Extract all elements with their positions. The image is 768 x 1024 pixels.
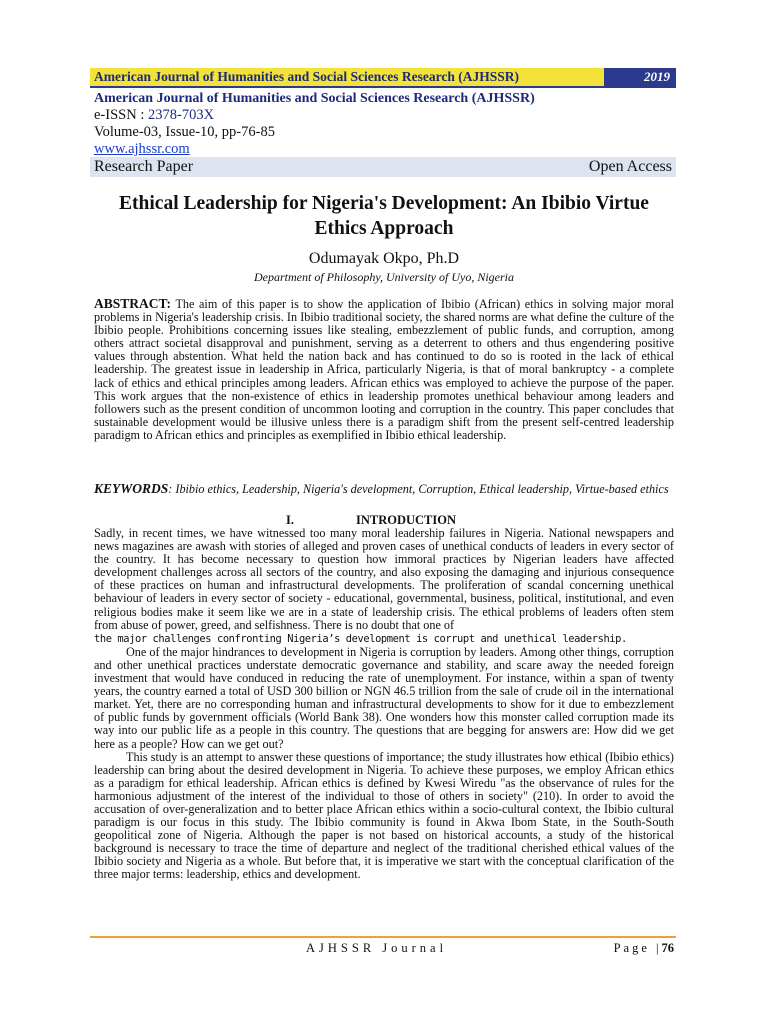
abstract	[94, 297, 674, 442]
keywords-label: KEYWORDS	[94, 481, 169, 496]
paragraph-1-tail: the major challenges confronting Nigeria’s development is corrupt and unethical leadership.	[94, 632, 627, 645]
author-affiliation: Department of Philosophy, University of Uyo, Nigeria	[254, 270, 514, 284]
meta-journal-title: American Journal of Humanities and Social Sciences Research (AJHSSR)	[94, 91, 535, 106]
footer-page	[614, 941, 674, 956]
journal-website-link[interactable]: www.ajhssr.com	[94, 141, 190, 157]
running-header	[90, 68, 676, 88]
access-type: Open Access	[588, 158, 672, 175]
abstract-text: The aim of this paper is to show the application of Ibibio (African) ethics in solving major moral problems in Nigeria's leadership crisis. In Ibibio traditional society, the shared norms are what define the culture of the Ibibio people. Prohibitions concerning issues like stealing, embezzlement of public funds, and corruption, among others attract societal disapproval and punishment, serving as a deterrent to others and thus engendering positive values through abstention. What held the nation back and has continued to do so is rooted in the lack of ethical leadership. The greatest issue in leadership in Africa, particularly Nigeria, is that of moral bankruptcy - a complete lack of ethics and ethical principles among leaders. African ethics was employed to achieve the purpose of the paper. This work argues that the non-existence of ethics in leadership promotes unethical behaviour among leaders and followers such as the present condition of uncommon looting and corruption in the country. This paper concludes that sustainable development would be illusive unless there is a paradigm shift from the present self-centred leadership paradigm to African ethics and principles as exemplified in Ibibio ethical leadership.	[94, 297, 674, 442]
section-number: I.	[286, 513, 294, 527]
issn-label: e-ISSN :	[94, 107, 148, 123]
footer-journal: AJHSSR Journal	[306, 941, 448, 955]
meta-issn	[94, 107, 684, 124]
header-year: 2019	[604, 68, 676, 86]
journal-meta	[94, 90, 684, 158]
abstract-label: ABSTRACT:	[94, 296, 172, 311]
paragraph-2: One of the major hindrances to development in Nigeria is corruption by leaders. Among other things, corruption and other unethical practices understate democratic governance and stability, and scare away the needed foreign investment that would have conduced in reducing the rate of unemployment. For instance, within a span of twenty years, the country earned a total of USD 300 billion or NGN 46.5 trillion from the sale of crude oil in the international market. Yet, there are no corresponding human and infrastructural developments to show for it due to embezzlement of public funds by government officials (World Bank 38). One wonders how this monster called corruption made its way into our public life as a people in this country. The questions that are begging for answers are: How did we get here as a people? How can we get out?	[94, 644, 674, 751]
section-title: INTRODUCTION	[356, 513, 457, 527]
keywords	[94, 482, 674, 496]
author-name: Odumayak Okpo, Ph.D	[308, 250, 460, 267]
paragraph-1	[94, 527, 674, 646]
paper-title: Ethical Leadership for Nigeria's Development: An Ibibio Virtue Ethics Approach	[119, 193, 649, 239]
body-text	[94, 527, 674, 882]
paragraph-1-main: Sadly, in recent times, we have witnessed too many moral leadership failures in Nigeria. National newspapers and news magazines are awash with stories of alleged and proven cases of unethical conducts of leaders in every sector of the country. It has become necessary to question how immoral practices by Nigerian leaders have affected development challenges across all sectors of the country, and also exposing the damaging and injurious consequence of these practices on human and infrastructural developments. The proliferation of scandal concerning unethical behaviour of leaders in every sector of society - educational, governmental, business, political, institutional, and even religious bodies make it seem like we are in a state of leadership crisis. The ethical problems of leaders often stem from abuse of power, greed, and selfishness. There is no doubt that one of	[94, 526, 674, 632]
paragraph-3: This study is an attempt to answer these questions of importance; the study illustrates how ethical (Ibibio ethics) leadership can bring about the desired development in Nigeria. To achieve these purposes, we employ African ethics as a paradigm for ethical leadership. African ethics is defined by Kwesi Wiredu "as the observance of rules for the harmonious adjustment of the interest of the individual to those of others in society" (210). In order to avoid the accusation of over-generalization and to better place African ethics within a socio-cultural context, the Ibibio cultural paradigm is our focus in this study. The Ibibio community is found in Akwa Ibom State, in the South-South geopolitical zone of Nigeria. Although the paper is not based on historical accounts, a study of the historical background is necessary to trace the time of departure and neglect of the traditional cherished ethical values of the Ibibio society and Nigeria as a whole. But before that, it is imperative we start with the conceptual clarification of the three major terms: leadership, ethics and development.	[94, 749, 674, 882]
footer-rule	[90, 936, 676, 938]
header-journal-title: American Journal of Humanities and Social Sciences Research (AJHSSR)	[94, 69, 519, 84]
page-number: 76	[661, 941, 674, 955]
paper-type-band	[90, 157, 676, 177]
paper-type: Research Paper	[94, 158, 194, 175]
meta-volume: Volume-03, Issue-10, pp-76-85	[94, 124, 275, 140]
page-label: Page |	[613, 941, 662, 955]
issn-value: 2378-703X	[147, 107, 215, 123]
keywords-text: : Ibibio ethics, Leadership, Nigeria's development, Corruption, Ethical leadership, Virtue-based ethics	[168, 482, 669, 496]
